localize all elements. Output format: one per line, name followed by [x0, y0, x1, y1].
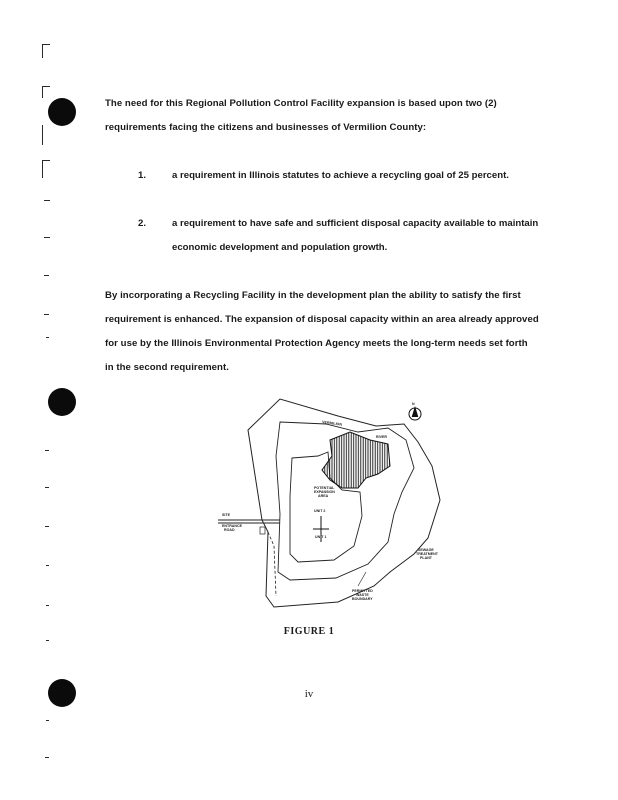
potential-expansion-hatch [322, 432, 390, 488]
north-label: N [412, 402, 415, 406]
list-item-2-text [172, 212, 552, 260]
intro-line-2: requirements facing the citizens and businesses of Vermilion County: [105, 122, 427, 133]
site-map [218, 396, 448, 618]
site-map-figure [218, 396, 448, 618]
potential-area-label-2: EXPANSION [314, 490, 335, 494]
site-road [268, 532, 276, 596]
sewage-label-3: PLANT [420, 556, 432, 560]
closing-line-2: requirement is enhanced. The expansion of disposal capacity within an area already approved [105, 314, 539, 325]
binder-hole-middle [48, 388, 76, 416]
unit-1-label: UNIT 1 [315, 535, 327, 539]
permitted-label-2: WASTE [356, 593, 369, 597]
intro-paragraph [105, 92, 545, 140]
property-boundary [248, 399, 440, 607]
binder-hole-top [48, 98, 76, 126]
entrance-label-2: ENTRANCE [222, 524, 242, 528]
sewage-label-1: SEWAGE [418, 548, 434, 552]
entrance-label-1: SITE [222, 513, 230, 517]
list-item-1-text [172, 164, 552, 188]
entrance-label-3: ROAD [224, 528, 235, 532]
list-item-1-number: 1. [138, 170, 147, 181]
potential-area-label-3: AREA [318, 494, 329, 498]
unit-2-label: UNIT 2 [314, 509, 326, 513]
list-item-2-line-2: economic development and population growth. [172, 242, 388, 253]
closing-line-4: in the second requirement. [105, 362, 229, 373]
figure-caption: FIGURE 1 [283, 626, 335, 637]
permitted-leader-line [358, 572, 366, 586]
permitted-label-1: PERMITTED [352, 589, 373, 593]
potential-area-label-1: POTENTIAL [314, 486, 335, 490]
list-item-1-line-1: a requirement in Illinois statutes to achieve a recycling goal of 25 percent. [172, 170, 509, 181]
river-label-1: VERMILION [321, 420, 343, 427]
list-item-2-line-1: a requirement to have safe and sufficient disposal capacity available to maintain [172, 218, 539, 229]
page-number: iv [304, 688, 314, 700]
sewage-label-2: TREATMENT [416, 552, 438, 556]
river-label-2: RIVER [376, 435, 387, 439]
intro-line-1: The need for this Regional Pollution Control Facility expansion is based upon two (2) [105, 98, 497, 109]
list-item-2-number: 2. [138, 218, 147, 229]
closing-paragraph [105, 284, 545, 380]
permitted-label-3: BOUNDARY [352, 597, 373, 601]
north-arrow-icon [409, 402, 421, 420]
closing-line-3: for use by the Illinois Environmental Protection Agency meets the long-term needs set forth [105, 338, 528, 349]
closing-line-1: By incorporating a Recycling Facility in the development plan the ability to satisfy the first [105, 290, 521, 301]
